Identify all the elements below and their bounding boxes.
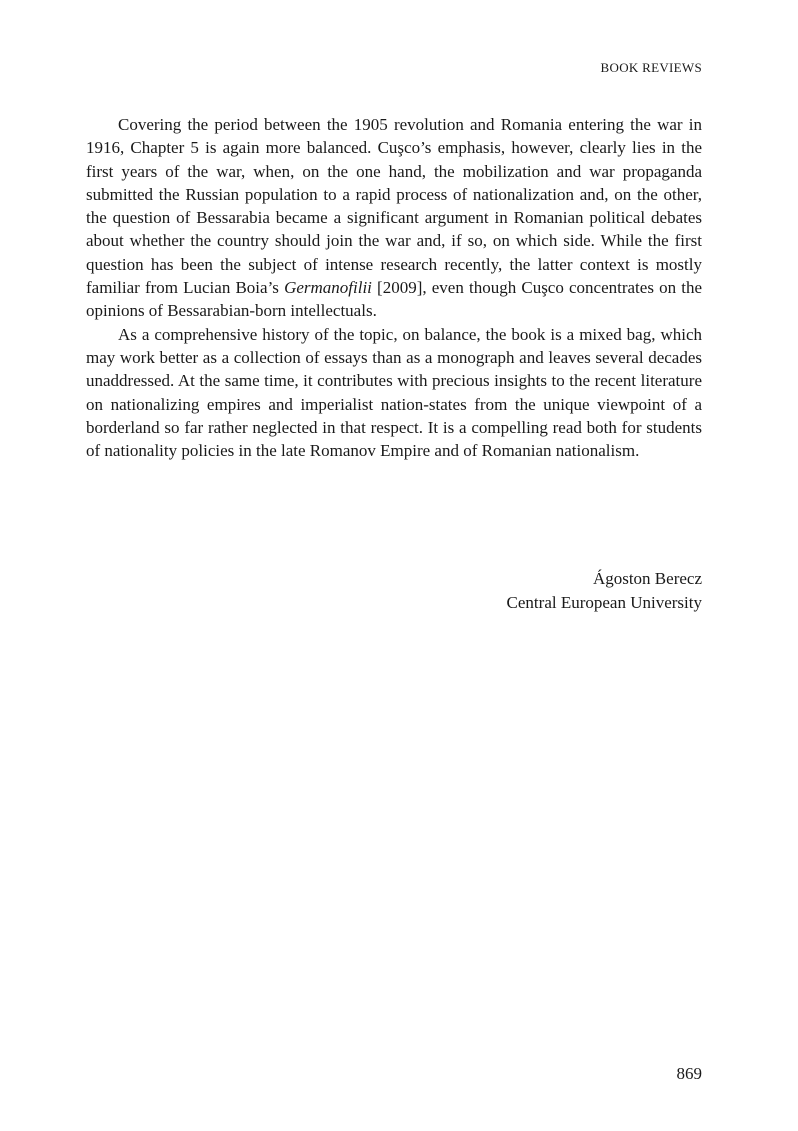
review-signature [507,567,702,615]
paragraph-1-text-a: Covering the period between the 1905 revolution and Romania entering the war in 1916, Chapter 5 is again more balanced. Cuşco’s emphasis, however, clearly lies in the first years of the war, when, on the one hand, the mobilization and war propaganda submitted the Russian population to a rapid process of nationalization and, on the other, the question of Bessarabia became a significant argument in Romanian political debates about whether the country should join the war and, if so, on which side. While the first question has been the subject of intense research recently, the latter context is mostly familiar from Lucian Boia’s [86,115,702,298]
author-affiliation: Central European University [506,593,702,612]
paragraph-1-text-b: [2009], even though Cuşco concentrates on the opinions of Bessarabian-born intellectuals. [86,278,702,321]
review-body [86,113,702,462]
author-name: Ágoston Berecz [592,569,702,588]
book-title-germanofilii: Germanofilii [284,278,372,298]
page-number: 869 [676,1064,702,1083]
running-head: BOOK REVIEWS [600,60,702,75]
paragraph-2: As a comprehensive history of the topic, on balance, the book is a mixed bag, which may work better as a collection of essays than as a monograph and leaves several decades unaddressed. At the same time, it contributes with precious insights to the recent literature on nationalizing empires and imperialist nation-states from the unique viewpoint of a borderland so far rather neglected in that respect. It is a compelling read both for students of nationality policies in the late Romanov Empire and of Romanian nationalism. [86,324,702,461]
paragraph-1 [86,113,702,323]
